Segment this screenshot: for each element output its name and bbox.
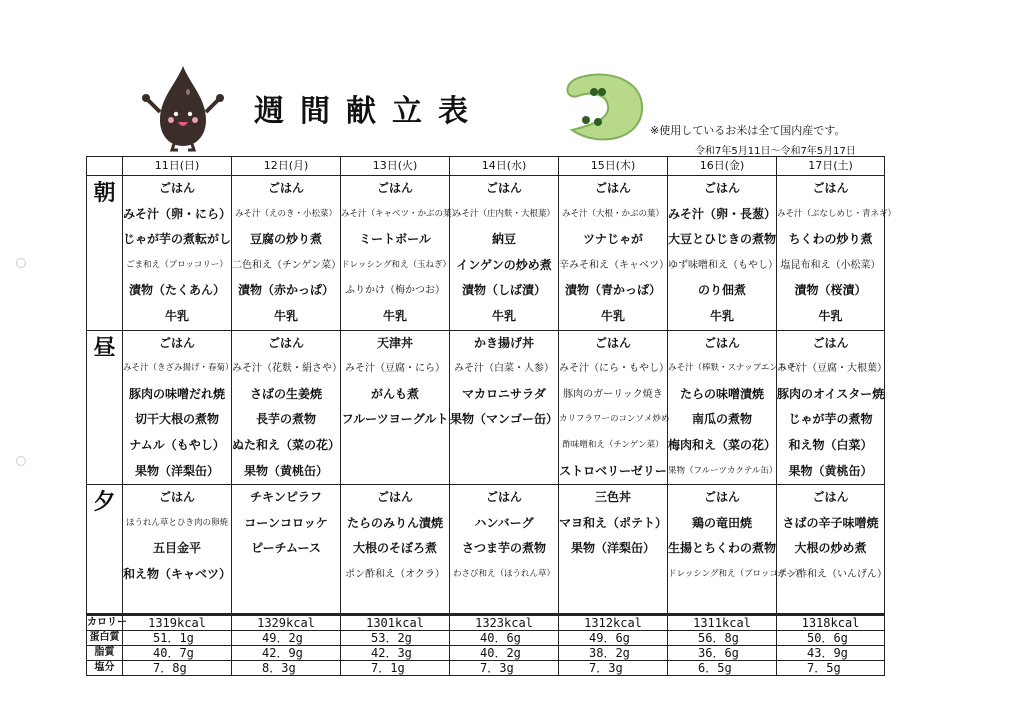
nutrition-label: 脂質 [87, 646, 123, 661]
nutrition-value: 1323kcal [450, 615, 559, 631]
menu-cell [123, 485, 232, 615]
menu-cell [668, 330, 804, 485]
menu-item: 牛乳 [709, 308, 734, 323]
nutrition-value: 53．2g [341, 631, 450, 646]
day-header-row [87, 157, 885, 176]
meal-row [87, 330, 885, 485]
nutrition-value: 42．3g [341, 646, 450, 661]
menu-item: ごはん [267, 335, 304, 350]
menu-item: ごはん [158, 335, 195, 350]
menu-cell [777, 330, 885, 485]
menu-cell [341, 330, 450, 485]
day-header: 12日(月) [232, 157, 341, 176]
menu-cell [777, 176, 897, 331]
menu-item: みそ汁（豆腐・にら） [345, 363, 445, 375]
menu-item: ミートボール [359, 232, 431, 247]
menu-item: ごま和え（ブロッコリー） [126, 259, 228, 270]
menu-item: ドレッシング和え（玉ねぎ） [341, 259, 452, 270]
menu-item: ピーチムース [251, 541, 321, 556]
nutrition-value: 1301kcal [341, 615, 450, 631]
menu-item: 生揚とちくわの煮物 [668, 541, 777, 556]
nutrition-value: 8．3g [232, 661, 341, 676]
menu-item: ストロベリーゼリー [559, 463, 667, 478]
menu-item: ごはん [703, 490, 740, 505]
menu-item: 漬物（しば漬） [461, 283, 546, 298]
nutrition-value: 1319kcal [123, 615, 232, 631]
menu-item: 漬物（赤かっぱ） [237, 283, 334, 298]
menu-cell [341, 485, 450, 615]
nutrition-value: 43．9g [777, 646, 885, 661]
menu-item: 果物（洋梨缶） [570, 541, 655, 556]
menu-item: ポン酢和え（いんげん） [777, 568, 887, 580]
menu-item: 和え物（白菜） [788, 437, 873, 452]
menu-item: ハンバーグ [474, 515, 534, 530]
menu-item [559, 588, 667, 614]
menu-item: マヨ和え（ポテト） [559, 515, 668, 530]
menu-item: みそ汁（えのき・小松菜） [234, 208, 337, 219]
menu-item [450, 433, 558, 459]
menu-item: みそ汁（大根・かぶの葉） [561, 208, 664, 219]
menu-item: 塩昆布和え（小松菜） [780, 259, 881, 271]
menu-item: ごはん [376, 181, 413, 195]
nutrition-value: 7．5g [777, 661, 885, 676]
nutrition-label: 塩分 [87, 661, 123, 676]
menu-item: 豚肉の味噌だれ焼 [128, 386, 225, 401]
menu-cell [123, 176, 232, 331]
menu-item: 豚肉のガーリック焼き [563, 388, 663, 400]
menu-item: 大根のそぼろ煮 [352, 541, 437, 556]
menu-item: みそ汁（卵・長葱） [668, 206, 777, 221]
day-header: 16日(金) [668, 157, 777, 176]
day-header: 15日(木) [559, 157, 668, 176]
menu-item: ぬた和え（菜の花） [232, 437, 341, 452]
menu-item [232, 562, 340, 588]
menu-cell [559, 176, 668, 331]
menu-item: 果物（黄桃缶） [243, 463, 328, 478]
menu-item: 果物（フルーツカクテル缶） [668, 465, 778, 476]
menu-item: 長芋の煮物 [255, 412, 316, 427]
menu-item: 大根の炒め煮 [794, 541, 867, 556]
binder-mark [16, 258, 26, 268]
corner-cell [87, 157, 123, 176]
nutrition-value: 7．3g [559, 661, 668, 676]
menu-item [450, 588, 558, 614]
menu-item: がんも煮 [370, 386, 419, 401]
menu-item: ふりかけ（梅かつお） [345, 285, 445, 297]
rice-origin-note: ※使用しているお米は全て国内産です。 [650, 124, 846, 137]
nutrition-value: 1311kcal [668, 615, 777, 631]
menu-item: たらの味噌漬焼 [679, 386, 764, 401]
menu-item: ごはん [812, 335, 849, 350]
nutrition-label: カロリー [87, 615, 123, 631]
menu-cell [559, 485, 668, 615]
menu-item: ごはん [812, 181, 849, 195]
menu-item: 牛乳 [818, 308, 843, 323]
nutrition-value: 56．8g [668, 631, 777, 646]
menu-item: ごはん [376, 490, 413, 505]
menu-item: さばの生姜焼 [249, 386, 322, 401]
nutrition-value: 40．7g [123, 646, 232, 661]
rice-drop-mascot-icon [138, 62, 228, 152]
menu-item: 漬物（たくあん） [128, 283, 225, 298]
menu-item: 牛乳 [600, 308, 625, 323]
menu-item: ごはん [703, 181, 740, 195]
nutrition-row [87, 615, 885, 631]
nutrition-label: 蛋白質 [87, 631, 123, 646]
menu-item: ごはん [703, 335, 740, 350]
day-header: 17日(土) [777, 157, 885, 176]
menu-item [341, 459, 449, 485]
menu-item: 天津丼 [376, 335, 413, 350]
bean-face-mascot-icon [558, 70, 648, 145]
menu-period: 令和7年5月11日～令和7年5月17日 [695, 146, 856, 157]
menu-item: みそ汁（キャベツ・かぶの葉） [341, 208, 461, 219]
nutrition-value: 51．1g [123, 631, 232, 646]
menu-item: ごはん [594, 181, 631, 195]
menu-item: みそ汁（ぶなしめじ・青ネギ） [777, 208, 897, 219]
menu-item: ごはん [485, 490, 522, 505]
nutrition-value: 7．1g [341, 661, 450, 676]
menu-item [123, 588, 231, 614]
menu-item: 漬物（桜漬） [794, 283, 867, 298]
menu-item [668, 588, 776, 614]
meal-label: 昼 [87, 330, 123, 485]
meal-label: 夕 [87, 485, 123, 615]
menu-item: じゃが芋の煮転がし [123, 232, 232, 247]
menu-item: 鶏の竜田焼 [691, 515, 752, 530]
menu-item: 五目金平 [152, 541, 201, 556]
menu-item: みそ汁（花麩・絹さや） [232, 363, 342, 375]
nutrition-row [87, 646, 885, 661]
menu-item: 大豆とひじきの煮物 [668, 232, 777, 247]
menu-item: フルーツヨーグルト [341, 412, 449, 427]
menu-item: 三色丼 [594, 490, 631, 505]
nutrition-value: 50．6g [777, 631, 885, 646]
menu-cell [123, 330, 232, 485]
menu-item [450, 459, 558, 485]
nutrition-value: 40．6g [450, 631, 559, 646]
menu-item: 牛乳 [491, 308, 516, 323]
menu-item: ツナじゃが [582, 232, 643, 247]
menu-item: ポン酢和え（オクラ） [345, 568, 445, 580]
menu-item: 梅肉和え（菜の花） [668, 437, 777, 452]
menu-item: さつま芋の煮物 [461, 541, 546, 556]
menu-item: ごはん [485, 181, 522, 195]
nutrition-value: 42．9g [232, 646, 341, 661]
menu-cell [232, 485, 341, 615]
day-header: 13日(火) [341, 157, 450, 176]
menu-item: コーンコロッケ [244, 515, 328, 530]
menu-item [232, 588, 340, 614]
nutrition-value: 49．6g [559, 631, 668, 646]
nutrition-value: 1329kcal [232, 615, 341, 631]
menu-item: 納豆 [491, 232, 516, 247]
menu-item: みそ汁（豆腐・大根葉） [777, 363, 887, 375]
menu-item: たらのみりん漬焼 [346, 515, 443, 530]
menu-item: みそ汁（卵・にら） [123, 206, 232, 221]
menu-item: マカロニサラダ [462, 386, 546, 401]
menu-item: インゲンの炒め煮 [456, 257, 552, 272]
menu-cell [559, 330, 668, 485]
menu-item: カリフラワーのコンソメ炒め [559, 414, 670, 425]
menu-item: みそ汁（庄内麩・大根葉） [452, 208, 555, 219]
menu-cell [450, 485, 559, 615]
menu-item: じゃが芋の煮物 [788, 412, 873, 427]
menu-item: ちくわの炒り煮 [788, 232, 873, 247]
menu-item: チキンピラフ [250, 490, 322, 505]
nutrition-value: 38．2g [559, 646, 668, 661]
menu-item: ドレッシング和え（ブロッコリー） [668, 568, 804, 579]
menu-item: ほうれん草とひき肉の卵焼 [125, 517, 228, 528]
menu-item [559, 562, 667, 588]
menu-cell [341, 176, 461, 331]
menu-item: 果物（洋梨缶） [134, 463, 219, 478]
menu-item [341, 433, 449, 459]
menu-item: 豚肉のオイスター焼 [777, 386, 885, 401]
menu-item: 豆腐の炒り煮 [249, 232, 322, 247]
nutrition-value: 1312kcal [559, 615, 668, 631]
menu-cell [668, 485, 804, 615]
menu-item: のり佃煮 [697, 283, 746, 298]
menu-item: みそ汁（棒麩・スナップエンドウ） [668, 363, 804, 374]
nutrition-value: 40．2g [450, 646, 559, 661]
meal-row [87, 176, 885, 331]
menu-item: 果物（黄桃缶） [788, 463, 873, 478]
menu-item: みそ汁（白菜・人参） [454, 363, 554, 375]
menu-cell [777, 485, 885, 615]
menu-item: みそ汁（きざみ揚げ・春菊） [123, 363, 234, 374]
meal-row [87, 485, 885, 615]
menu-item [777, 588, 884, 614]
menu-item: 牛乳 [273, 308, 298, 323]
menu-item: ごはん [158, 181, 195, 195]
menu-item: 二色和え（チンゲン菜） [232, 259, 342, 271]
nutrition-value: 36．6g [668, 646, 777, 661]
menu-cell [232, 330, 341, 485]
menu-item: ゆず味噌和え（もやし） [668, 259, 778, 271]
menu-item: 漬物（青かっぱ） [564, 283, 661, 298]
menu-item: 牛乳 [382, 308, 407, 323]
menu-item: 酢味噌和え（チンゲン菜） [562, 439, 664, 450]
day-header: 11日(日) [123, 157, 232, 176]
menu-item: ごはん [812, 490, 849, 505]
nutrition-row [87, 631, 885, 646]
menu-item: 和え物（キャベツ） [123, 566, 232, 581]
menu-item: かき揚げ丼 [473, 335, 534, 350]
menu-item: わさび和え（ほうれん草） [452, 568, 555, 579]
menu-item: ごはん [158, 490, 195, 505]
binder-mark [16, 456, 26, 466]
menu-item: 切干大根の煮物 [134, 412, 219, 427]
menu-cell [450, 330, 559, 485]
menu-item: みそ汁（にら・もやし） [559, 363, 669, 375]
nutrition-value: 6．5g [668, 661, 777, 676]
meal-label: 朝 [87, 176, 123, 331]
nutrition-value: 7．3g [450, 661, 559, 676]
menu-item [341, 588, 449, 614]
nutrition-value: 7．8g [123, 661, 232, 676]
menu-item: ナムル（もやし） [129, 437, 225, 452]
menu-item: ごはん [594, 335, 631, 350]
page-title: 週間献立表 [254, 94, 484, 129]
day-header: 14日(水) [450, 157, 559, 176]
menu-cell [668, 176, 777, 331]
menu-item: 牛乳 [164, 308, 189, 323]
nutrition-value: 49．2g [232, 631, 341, 646]
menu-cell [232, 176, 341, 331]
menu-item: さばの辛子味噌焼 [782, 515, 879, 530]
menu-item: 辛みそ和え（キャベツ） [559, 259, 669, 271]
menu-item: 果物（マンゴー缶） [450, 412, 559, 427]
weekly-menu-table [86, 156, 897, 676]
menu-item: 南瓜の煮物 [691, 412, 752, 427]
nutrition-row [87, 661, 885, 676]
menu-item: ごはん [267, 181, 304, 195]
nutrition-value: 1318kcal [777, 615, 885, 631]
menu-cell [450, 176, 559, 331]
